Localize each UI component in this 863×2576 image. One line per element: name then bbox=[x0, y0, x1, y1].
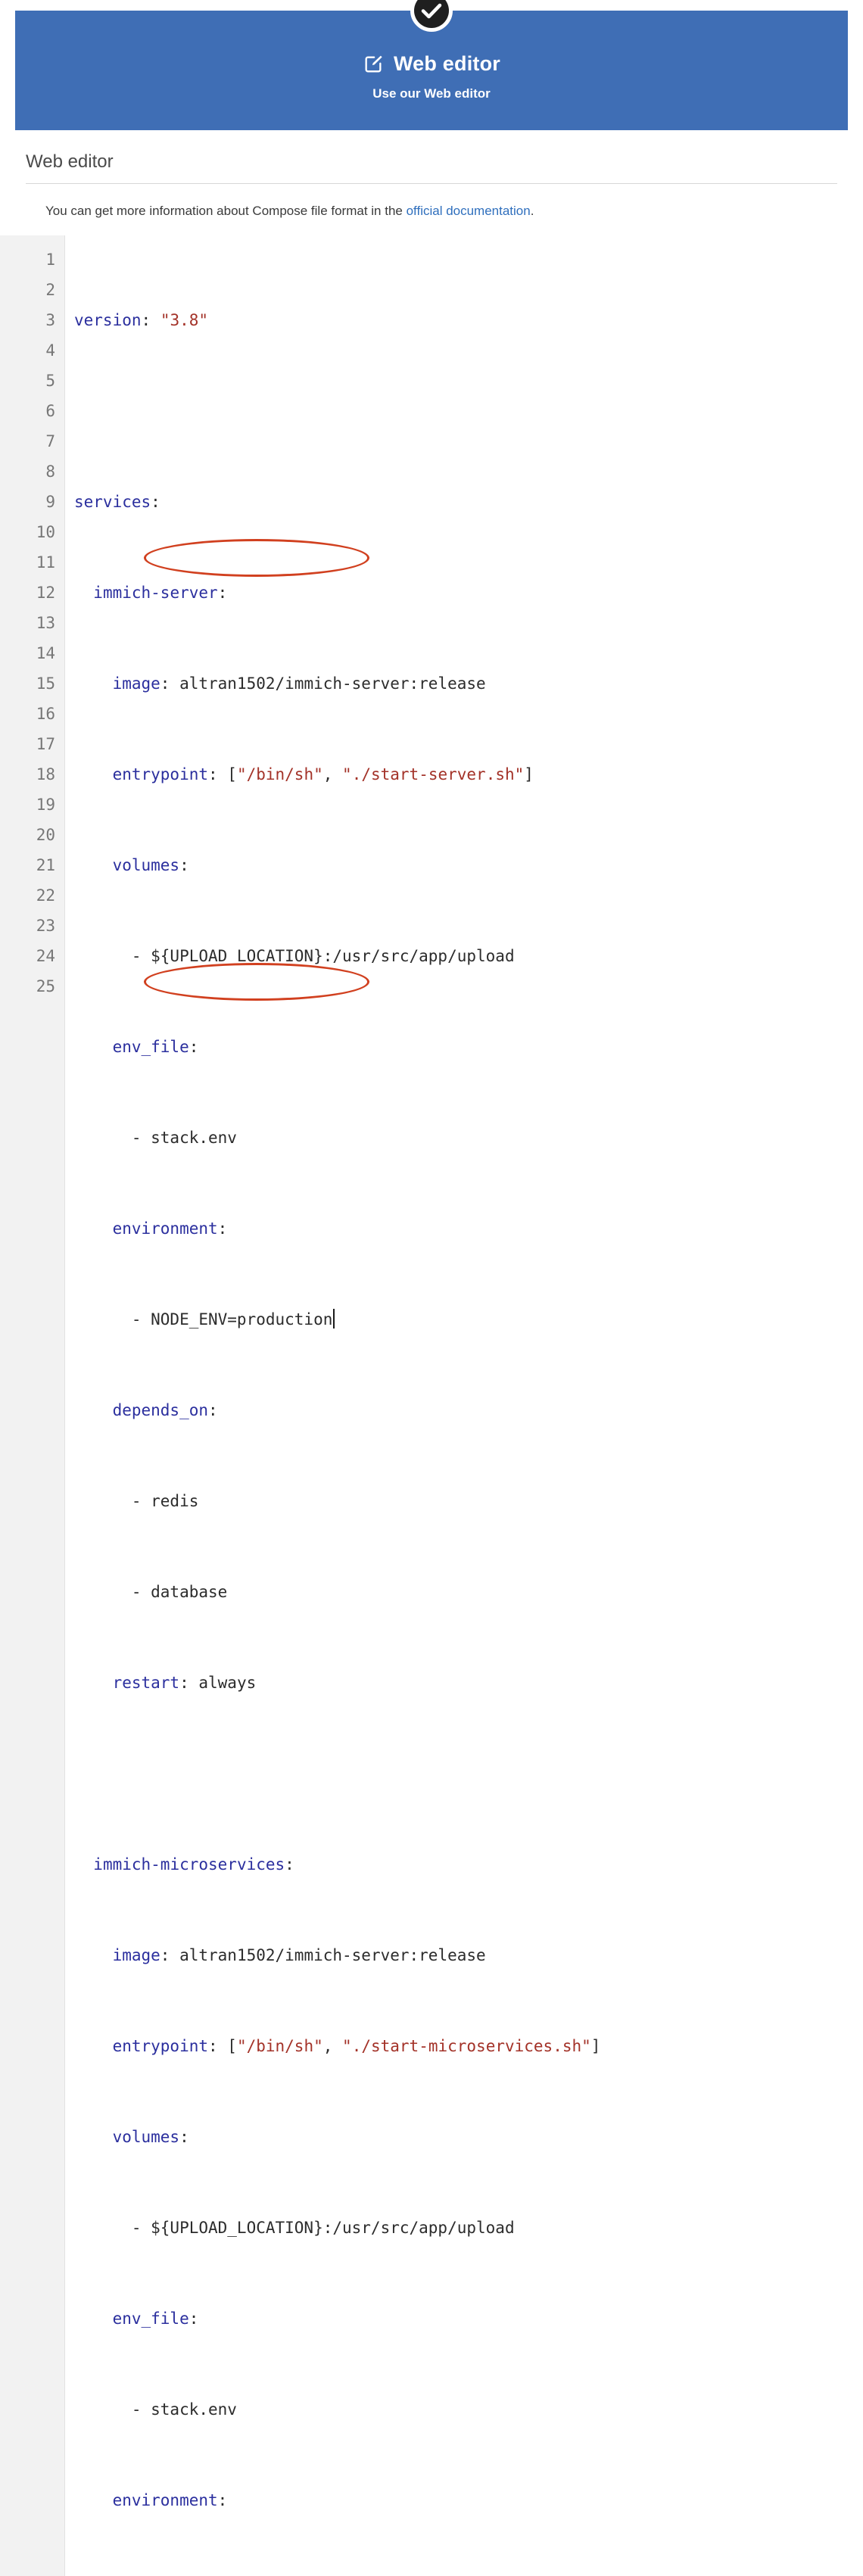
line-number: 10 bbox=[36, 523, 55, 541]
code-line: - database bbox=[74, 1583, 228, 1601]
code-line: immich-server: bbox=[93, 584, 228, 602]
line-number: 18 bbox=[36, 765, 55, 783]
line-number: 11 bbox=[36, 553, 55, 572]
code-line: services: bbox=[74, 493, 160, 511]
line-number: 23 bbox=[36, 917, 55, 935]
check-circle-icon bbox=[410, 0, 453, 32]
line-number: 17 bbox=[36, 735, 55, 753]
code-line: entrypoint: ["/bin/sh", "./start-server.sh"] bbox=[112, 765, 534, 783]
line-number: 3 bbox=[45, 311, 55, 329]
code-line: - ${UPLOAD_LOCATION}:/usr/src/app/upload bbox=[74, 947, 515, 965]
code-line: environment: bbox=[112, 2491, 228, 2509]
editor-code-area[interactable] bbox=[65, 235, 863, 2576]
line-number: 8 bbox=[45, 463, 55, 481]
code-line: - ${UPLOAD_LOCATION}:/usr/src/app/upload bbox=[74, 2219, 515, 2237]
line-number: 5 bbox=[45, 372, 55, 390]
line-number: 22 bbox=[36, 886, 55, 905]
banner-title-text: Web editor bbox=[393, 52, 500, 75]
line-number: 4 bbox=[45, 341, 55, 360]
code-line: restart: always bbox=[112, 1674, 257, 1692]
code-line: image: altran1502/immich-server:release bbox=[112, 1946, 486, 1964]
code-line: volumes: bbox=[112, 2128, 189, 2146]
line-number: 20 bbox=[36, 826, 55, 844]
info-prefix: You can get more information about Compose file format in the bbox=[45, 204, 407, 218]
text-cursor bbox=[333, 1309, 335, 1328]
code-line: entrypoint: ["/bin/sh", "./start-microservices.sh"] bbox=[112, 2037, 601, 2055]
line-number: 6 bbox=[45, 402, 55, 420]
web-editor-banner bbox=[0, 0, 863, 133]
code-line-stack-env: - stack.env bbox=[74, 2400, 237, 2419]
info-suffix: . bbox=[530, 204, 534, 218]
line-number: 12 bbox=[36, 584, 55, 602]
line-number: 9 bbox=[45, 493, 55, 511]
code-line-stack-env: - stack.env bbox=[74, 1129, 237, 1147]
line-number: 24 bbox=[36, 947, 55, 965]
compose-info-text bbox=[45, 204, 837, 219]
pencil-square-icon bbox=[363, 54, 384, 75]
line-number: 25 bbox=[36, 977, 55, 995]
code-line bbox=[74, 396, 863, 426]
line-number: 14 bbox=[36, 644, 55, 662]
line-number: 1 bbox=[45, 251, 55, 269]
code-line: immich-microservices: bbox=[93, 1855, 294, 1874]
code-line: - redis bbox=[74, 1492, 199, 1510]
line-number: 7 bbox=[45, 432, 55, 450]
editor-line-number-gutter bbox=[0, 235, 65, 2576]
line-number: 16 bbox=[36, 705, 55, 723]
page-title: Web editor bbox=[26, 151, 837, 184]
banner-title-row bbox=[15, 52, 848, 76]
code-line-node-env: - NODE_ENV=production bbox=[74, 1304, 863, 1335]
code-line: depends_on: bbox=[112, 1401, 218, 1419]
banner-subtitle: Use our Web editor bbox=[372, 86, 491, 101]
code-line: env_file: bbox=[112, 1038, 199, 1056]
line-number: 13 bbox=[36, 614, 55, 632]
code-line: environment: bbox=[112, 1219, 228, 1238]
code-line bbox=[74, 1758, 863, 1789]
banner-panel bbox=[15, 11, 848, 130]
line-number: 19 bbox=[36, 796, 55, 814]
code-line: version: "3.8" bbox=[74, 311, 209, 329]
official-documentation-link[interactable]: official documentation bbox=[406, 204, 531, 218]
code-line: env_file: bbox=[112, 2310, 199, 2328]
line-number: 21 bbox=[36, 856, 55, 874]
code-line: image: altran1502/immich-server:release bbox=[112, 674, 486, 693]
line-number: 15 bbox=[36, 674, 55, 693]
web-editor-section bbox=[26, 151, 837, 219]
code-line: volumes: bbox=[112, 856, 189, 874]
line-number: 2 bbox=[45, 281, 55, 299]
compose-code-editor[interactable] bbox=[0, 235, 863, 2576]
